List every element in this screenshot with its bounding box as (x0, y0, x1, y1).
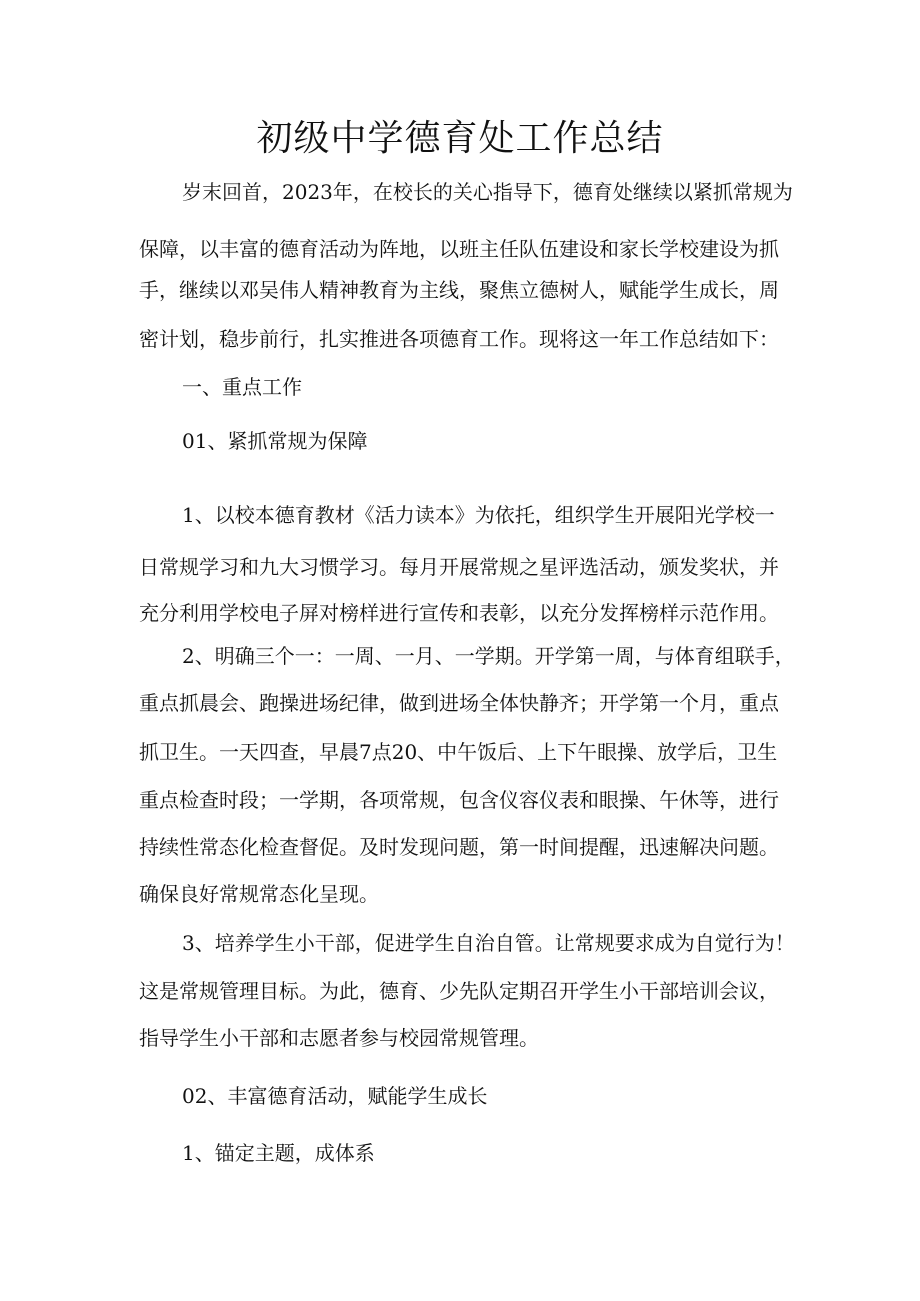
paragraph-line: 重点检查时段；一学期，各项常规，包含仪容仪表和眼操、午休等，进行 (139, 788, 779, 812)
paragraph-line: 密计划，稳步前行，扎实推进各项德育工作。现将这一年工作总结如下： (139, 327, 779, 351)
subsection-heading: 02、丰富德育活动，赋能学生成长 (182, 1084, 488, 1108)
paragraph-line: 3、培养学生小干部，促进学生自治自管。让常规要求成为自觉行为！ (182, 931, 795, 955)
paragraph-line: 指导学生小干部和志愿者参与校园常规管理。 (139, 1026, 539, 1050)
paragraph-line: 抓卫生。一天四查，早晨7点20、中午饭后、上下午眼操、放学后，卫生 (139, 740, 778, 764)
paragraph-line: 岁末回首，2023年，在校长的关心指导下，德育处继续以紧抓常规为 (182, 180, 793, 204)
paragraph-line: 日常规学习和九大习惯学习。每月开展常规之星评选活动，颁发奖状，并 (139, 555, 779, 579)
paragraph-line: 手，继续以邓吴伟人精神教育为主线，聚焦立德树人，赋能学生成长，周 (139, 278, 779, 302)
paragraph-line: 持续性常态化检查督促。及时发现问题，第一时间提醒，迅速解决问题。 (139, 835, 779, 859)
paragraph-line: 2、明确三个一：一周、一月、一学期。开学第一周，与体育组联手， (182, 644, 795, 668)
paragraph-line: 重点抓晨会、跑操进场纪律，做到进场全体快静齐；开学第一个月，重点 (139, 691, 779, 715)
subsection-heading: 01、紧抓常规为保障 (182, 429, 368, 453)
paragraph-line: 确保良好常规常态化呈现。 (139, 882, 379, 906)
paragraph-line: 这是常规管理目标。为此，德育、少先队定期召开学生小干部培训会议， (139, 979, 779, 1003)
section-heading: 一、重点工作 (182, 375, 302, 399)
paragraph-line: 充分利用学校电子屏对榜样进行宣传和表彰，以充分发挥榜样示范作用。 (139, 601, 779, 625)
paragraph-line: 1、以校本德育教材《活力读本》为依托，组织学生开展阳光学校一 (182, 503, 775, 527)
paragraph-line: 保障，以丰富的德育活动为阵地，以班主任队伍建设和家长学校建设为抓 (139, 237, 779, 261)
subsection-heading: 1、锚定主题，成体系 (182, 1141, 375, 1165)
document-title: 初级中学德育处工作总结 (256, 118, 664, 159)
